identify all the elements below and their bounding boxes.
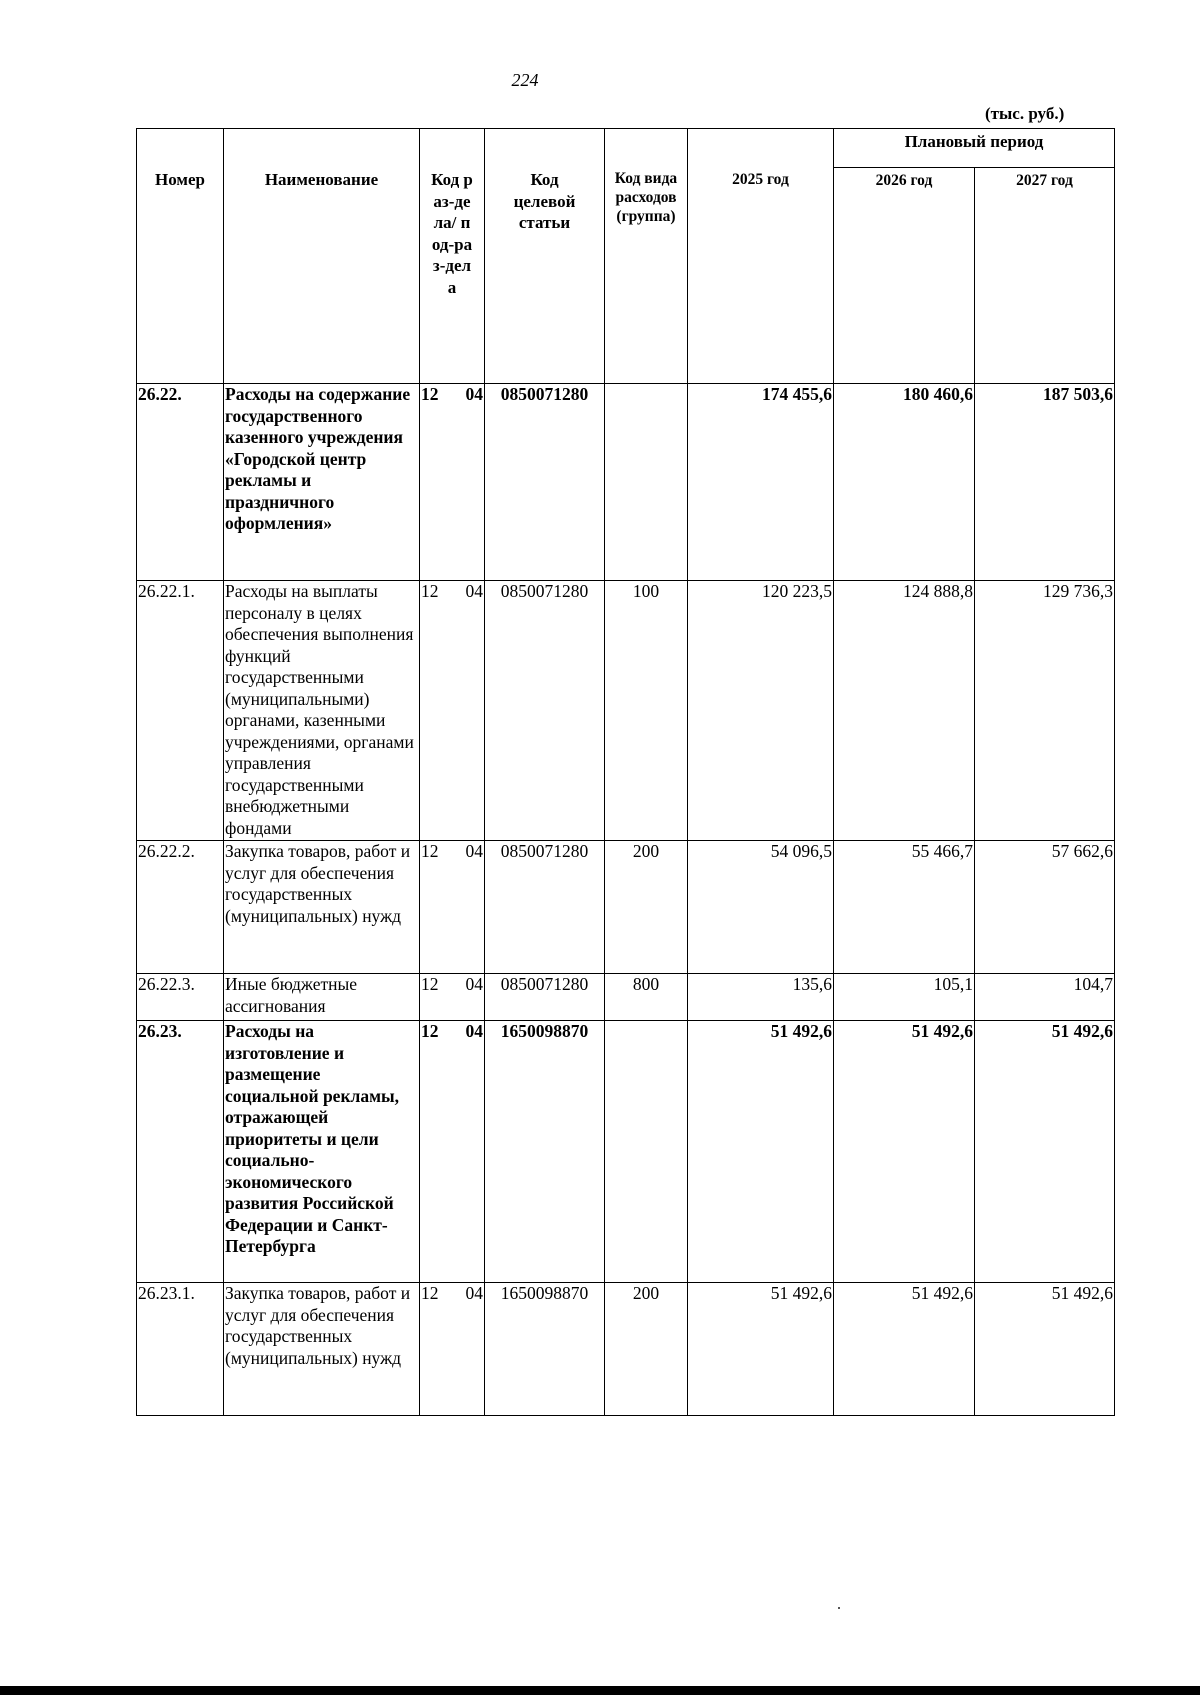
header-2027: 2027 год — [975, 168, 1115, 384]
row-2025: 120 223,5 — [688, 581, 834, 841]
table-row — [137, 1021, 1115, 1283]
row-2026: 55 466,7 — [834, 841, 975, 974]
row-target: 0850071280 — [485, 974, 605, 1021]
table-row — [137, 974, 1115, 1021]
row-group: 800 — [605, 974, 688, 1021]
table-row — [137, 841, 1115, 974]
row-number: 26.23. — [137, 1021, 224, 1283]
row-number: 26.22.2. — [137, 841, 224, 974]
header-number: Номер — [137, 129, 224, 384]
row-2027: 57 662,6 — [975, 841, 1115, 974]
row-2027: 104,7 — [975, 974, 1115, 1021]
row-2026: 124 888,8 — [834, 581, 975, 841]
row-section: 12 04 — [420, 974, 485, 1021]
row-section: 12 04 — [420, 581, 485, 841]
row-2025: 54 096,5 — [688, 841, 834, 974]
row-2025: 174 455,6 — [688, 384, 834, 581]
row-2027: 129 736,3 — [975, 581, 1115, 841]
row-name: Расходы на изготовление и размещение социальной рекламы, отражающей приоритеты и цели социально-экономического развития Российской Федерации и Санкт-Петербурга — [224, 1021, 420, 1283]
row-section: 12 04 — [420, 1283, 485, 1416]
row-number: 26.22.1. — [137, 581, 224, 841]
row-name: Закупка товаров, работ и услуг для обеспечения государственных (муниципальных) нужд — [224, 1283, 420, 1416]
row-2025: 135,6 — [688, 974, 834, 1021]
scan-bottom-edge — [0, 1686, 1200, 1695]
row-target: 1650098870 — [485, 1021, 605, 1283]
table-row — [137, 581, 1115, 841]
row-group — [605, 384, 688, 581]
row-group: 200 — [605, 1283, 688, 1416]
header-group: Код вида расходов (группа) — [605, 129, 688, 384]
header-planned-period: Плановый период — [834, 129, 1115, 168]
header-target: Код целевой статьи — [485, 129, 605, 384]
row-2027: 51 492,6 — [975, 1283, 1115, 1416]
row-2027: 187 503,6 — [975, 384, 1115, 581]
row-2026: 105,1 — [834, 974, 975, 1021]
header-section: Код раз-дела/ под-раз-дела — [420, 129, 485, 384]
page-number: 224 — [511, 70, 539, 90]
row-target: 1650098870 — [485, 1283, 605, 1416]
units-label: (тыс. руб.) — [985, 104, 1065, 123]
row-section: 12 04 — [420, 841, 485, 974]
row-target: 0850071280 — [485, 841, 605, 974]
row-2026: 51 492,6 — [834, 1283, 975, 1416]
header-2026: 2026 год — [834, 168, 975, 384]
row-2027: 51 492,6 — [975, 1021, 1115, 1283]
row-number: 26.23.1. — [137, 1283, 224, 1416]
header-2025: 2025 год — [688, 129, 834, 384]
row-name: Расходы на содержание государственного казенного учреждения «Городской центр рекламы и праздничного оформления» — [224, 384, 420, 581]
row-group: 100 — [605, 581, 688, 841]
row-name: Закупка товаров, работ и услуг для обеспечения государственных (муниципальных) нужд — [224, 841, 420, 974]
row-name: Иные бюджетные ассигнования — [224, 974, 420, 1021]
budget-table — [136, 128, 1115, 1416]
row-number: 26.22.3. — [137, 974, 224, 1021]
row-target: 0850071280 — [485, 581, 605, 841]
table-row — [137, 384, 1115, 581]
row-section: 12 04 — [420, 1021, 485, 1283]
row-2026: 180 460,6 — [834, 384, 975, 581]
row-group: 200 — [605, 841, 688, 974]
row-number: 26.22. — [137, 384, 224, 581]
table-row — [137, 1283, 1115, 1416]
row-2025: 51 492,6 — [688, 1283, 834, 1416]
header-name: Наименование — [224, 129, 420, 384]
row-name: Расходы на выплаты персоналу в целях обеспечения выполнения функций государственными (муниципальными) органами, казенными учреждениями, органами управления государственными внебюджетными фондами — [224, 581, 420, 841]
row-2025: 51 492,6 — [688, 1021, 834, 1283]
row-2026: 51 492,6 — [834, 1021, 975, 1283]
row-section: 12 04 — [420, 384, 485, 581]
row-target: 0850071280 — [485, 384, 605, 581]
scan-speck — [838, 1607, 840, 1609]
row-group — [605, 1021, 688, 1283]
